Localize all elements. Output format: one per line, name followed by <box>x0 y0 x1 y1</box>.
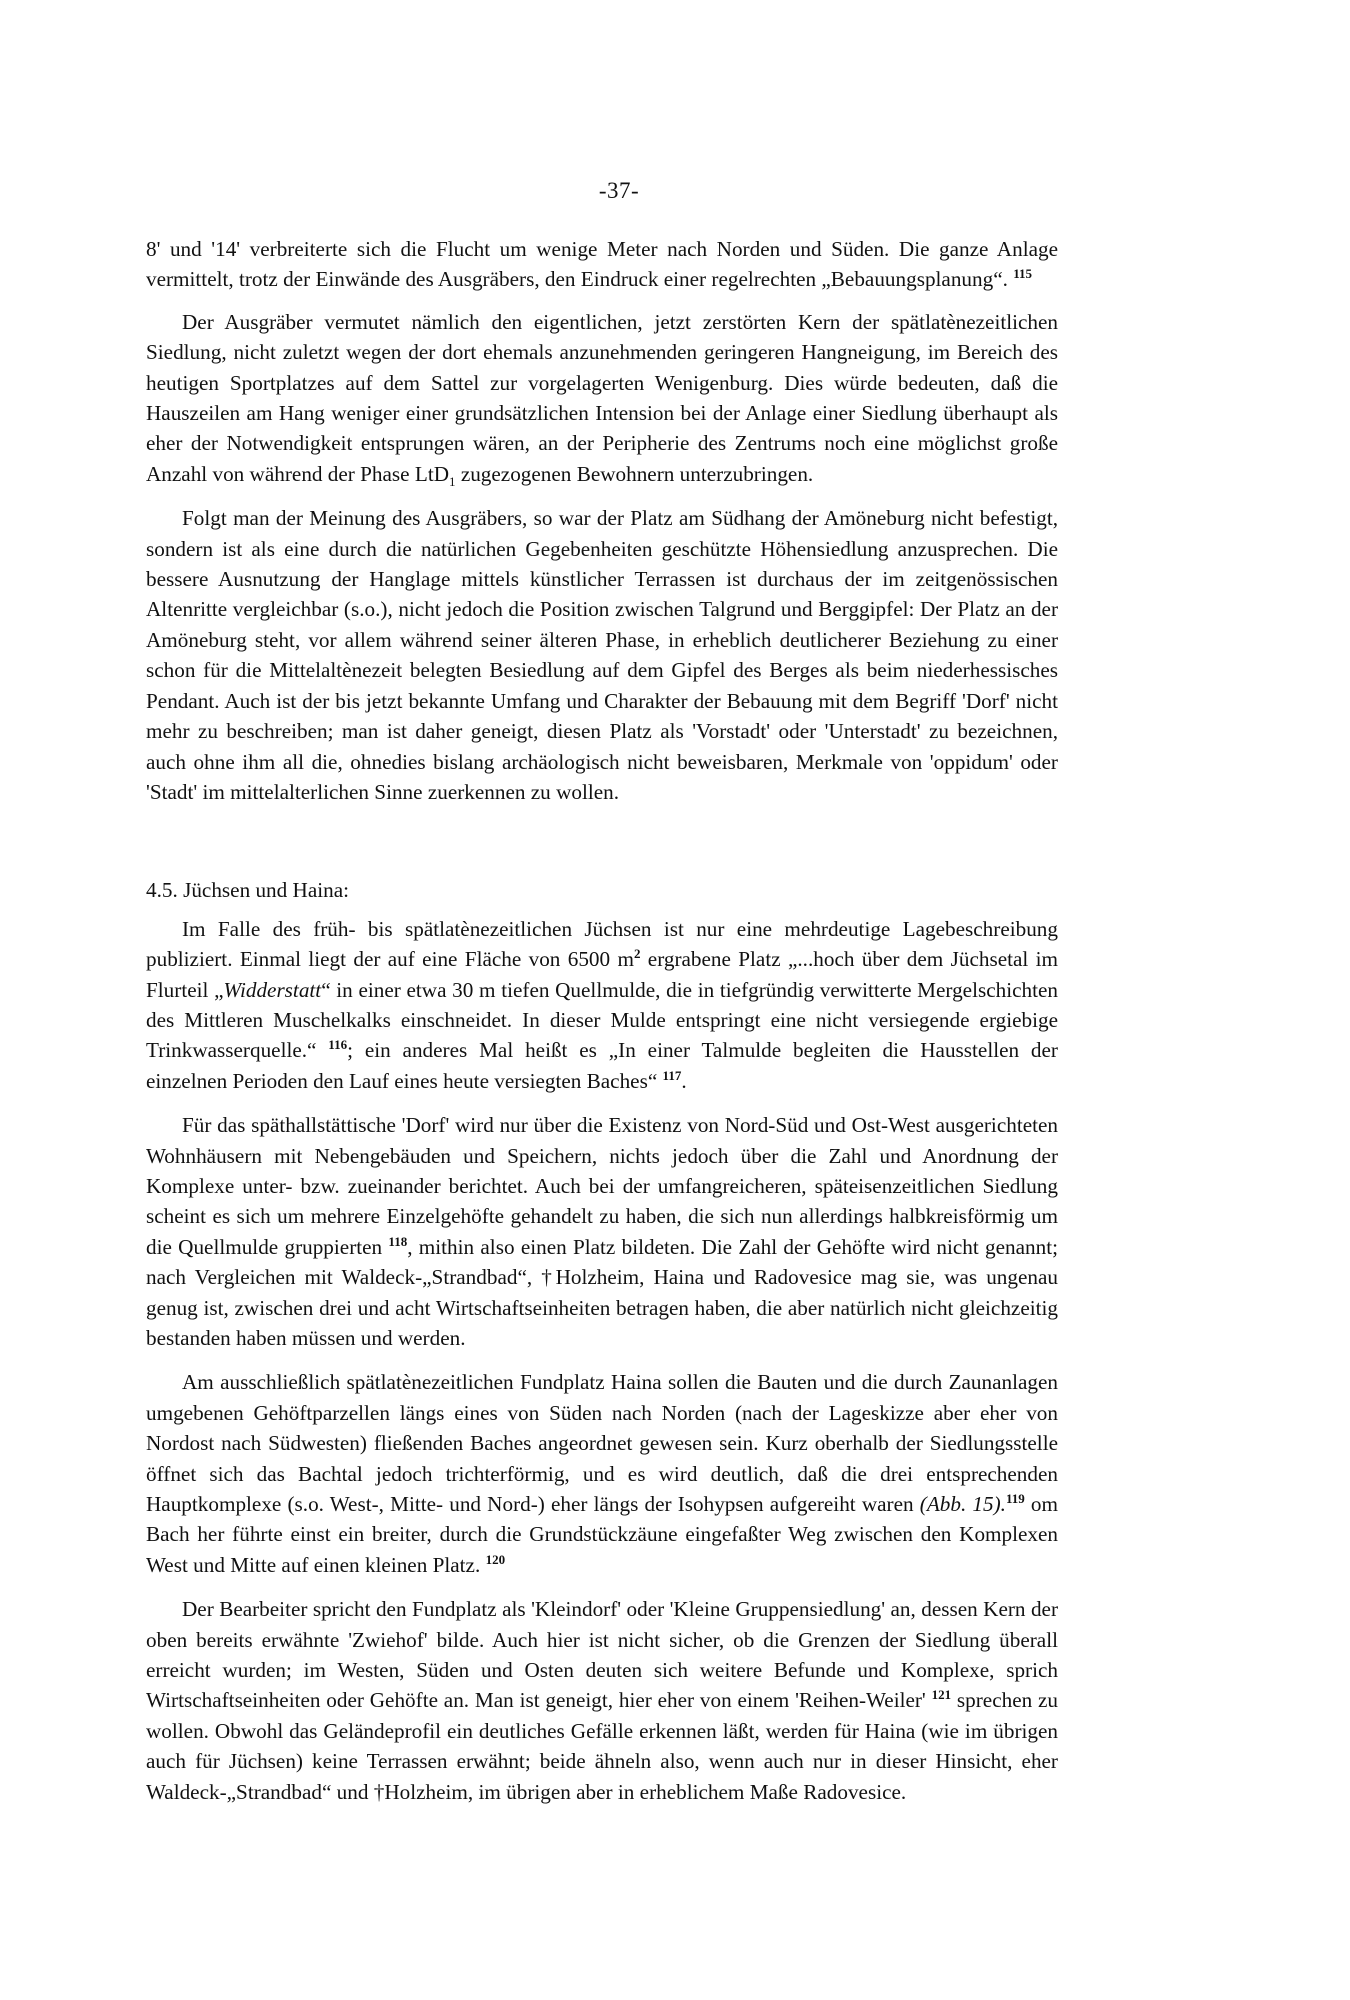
section-heading: 4.5. Jüchsen und Haina: <box>146 878 350 903</box>
paragraph-text: Für das späthallstättische 'Dorf' wird nur über die Existenz von Nord-Süd und Ost-West ausgerichteten Wohnhäusern mit Nebengebäuden und Speichern, nichts jedoch über die Zahl und Anordnung der Komplexe unter- bzw. zueinander berichtet. Auch bei der umfangreicheren, späteisenzeitlichen Siedlung scheint es sich um mehrere Einzelgehöfte gehandelt zu haben, die sich nun allerdings halbkreisförmig um die Quellmulde gruppierten <box>146 1113 1058 1259</box>
footnote-ref: 120 <box>485 1551 506 1567</box>
paragraph-text: Der Bearbeiter spricht den Fundplatz als 'Kleindorf' oder 'Kleine Gruppensiedlung' an, dessen Kern der oben bereits erwähnte 'Zwiehof' bilde. Auch hier ist nicht sicher, ob die Grenzen der Siedlung überall erreicht wurden; im Westen, Süden und Osten deuten sich weitere Befunde und Komplexe, sprich Wirtschaftseinheiten oder Gehöfte an. Man ist geneigt, hier eher von einem 'Reihen-Weiler' <box>146 1597 1058 1713</box>
footnote-ref: 121 <box>931 1687 952 1703</box>
paragraph-5 <box>146 1110 1058 1353</box>
paragraph-1 <box>146 234 1058 295</box>
paragraph-text: . <box>681 1068 687 1093</box>
subscript: 1 <box>449 474 456 490</box>
paragraph-6 <box>146 1367 1058 1580</box>
paragraph-text: om Bach her führte einst ein breiter, durch die Grundstückzäune eingefaßter Weg zwischen den Komplexen West und Mitte auf einen kleinen Platz. <box>146 1492 1058 1577</box>
paragraph-text: Der Ausgräber vermutet nämlich den eigentlichen, jetzt zerstörten Kern der spätlatènezeitlichen Siedlung, nicht zuletzt wegen der dort ehemals anzunehmenden geringeren Hangneigung, im Bereich des heutigen Sportplatzes auf dem Sattel zur vorgelagerten Wenigenburg. Dies würde bedeuten, daß die Hauszeilen am Hang weniger einer grundsätzlichen Intension bei der Anlage einer Siedlung überhaupt als eher der Notwendigkeit entsprungen wären, an der Peripherie des Zentrums noch eine möglichst große Anzahl von während der Phase LtD <box>146 309 1058 486</box>
paragraph-3: Folgt man der Meinung des Ausgräbers, so war der Platz am Südhang der Amöneburg nicht befestigt, sondern ist als eine durch die natürlichen Gegebenheiten geschützte Höhensiedlung anzusprechen. Die bessere Ausnutzung der Hanglage mittels künstlicher Terrassen ist durchaus der im zeitgenössischen Altenritte vergleichbar (s.o.), nicht jedoch die Position zwischen Talgrund und Berggipfel: Der Platz an der Amöneburg steht, vor allem während seiner älteren Phase, in erheblich deutlicherer Beziehung zu einer schon für die Mittelaltènezeit belegten Besiedlung auf dem Gipfel des Berges als beim niederhessisches Pendant. Auch ist der bis jetzt bekannte Umfang und Charakter der Bebauung mit dem Begriff 'Dorf' nicht mehr zu beschreiben; man ist daher geneigt, diesen Platz als 'Vorstadt' oder 'Unterstadt' zu bezeichnen, auch ohne ihm all die, ohnedies bislang archäologisch nicht beweisbaren, Merkmale von 'oppidum' oder 'Stadt' im mittelalterlichen Sinne zuerkennen zu wollen. <box>146 506 1058 804</box>
paragraph-text: zugezogenen Bewohnern unterzubringen. <box>455 461 814 486</box>
paragraph-2 <box>146 307 1058 489</box>
footnote-ref: 117 <box>662 1067 682 1083</box>
superscript: 2 <box>633 946 641 962</box>
paragraph-text: Am ausschließlich spätlatènezeitlichen Fundplatz Haina sollen die Bauten und die durch Zaunanlagen umgebenen Gehöftparzellen längs eines von Süden nach Norden (nach der Lageskizze aber eher von Nordost nach Südwesten) fließenden Baches angeordnet gewesen sein. Kurz oberhalb der Siedlungsstelle öffnet sich das Bachtal jedoch trichterförmig, und es wird deutlich, daß die drei entsprechenden Hauptkomplexe (s.o. West-, Mitte- und Nord-) eher längs der Isohypsen aufgereiht waren <box>146 1370 1058 1517</box>
paragraph-text: ergrabene Platz „...hoch über dem Jüchsetal im Flurteil „ <box>146 947 1058 1002</box>
paragraph-4 <box>146 914 1058 1096</box>
figure-ref: (Abb. 15). <box>919 1492 1006 1517</box>
paragraph-text: 8' und '14' verbreiterte sich die Flucht um wenige Meter nach Norden und Süden. Die ganze Anlage vermittelt, trotz der Einwände des Ausgräbers, den Eindruck einer regelrechten „Bebauungsplanung“. <box>146 237 1058 292</box>
paragraph-7 <box>146 1594 1058 1807</box>
paragraph-text: Im Falle des früh- bis spätlatènezeitlichen Jüchsen ist nur eine mehrdeutige Lagebeschreibung publiziert. Einmal liegt der auf eine Fläche von 6500 m <box>146 916 1058 972</box>
paragraph-text: sprechen zu wollen. Obwohl das Geländeprofil ein deutliches Gefälle erkennen läßt, werden für Haina (wie im übrigen auch für Jüchsen) keine Terrassen erwähnt; beide ähneln also, wenn auch nur in dieser Hinsicht, eher Waldeck-„Strandbad“ und †Holzheim, im übrigen aber in erheblichem Maße Radovesice. <box>146 1688 1059 1804</box>
paragraph-text: , mithin also einen Platz bildeten. Die Zahl der Gehöfte wird nicht genannt; nach Vergleichen mit Waldeck-„Strandbad“, †Holzheim, Haina und Radovesice mag sie, was ungenau genug ist, zwischen drei und acht Wirtschaftseinheiten betragen haben, die aber natürlich nicht gleichzeitig bestanden haben müssen und werden. <box>146 1234 1058 1350</box>
footnote-ref: 115 <box>1013 266 1032 282</box>
footnote-ref: 119 <box>1005 1490 1025 1506</box>
footnote-ref: 116 <box>328 1037 348 1053</box>
italic-term: Widderstatt <box>223 977 322 1002</box>
paragraph-text: “ in einer etwa 30 m tiefen Quellmulde, die in tiefgründig verwitterte Mergelschichten des Mittleren Muschelkalks einschneidet. In dieser Mulde entspringt eine nicht versiegende ergiebige Trinkwasserquelle.“ <box>146 977 1058 1063</box>
document-page <box>146 178 1058 1807</box>
paragraph-text: ; ein anderes Mal heißt es „In einer Talmulde begleiten die Hausstellen der einzelnen Perioden den Lauf eines heute versiegten Baches“ <box>146 1038 1058 1093</box>
footnote-ref: 118 <box>388 1233 408 1249</box>
page-number: -37- <box>598 178 640 203</box>
